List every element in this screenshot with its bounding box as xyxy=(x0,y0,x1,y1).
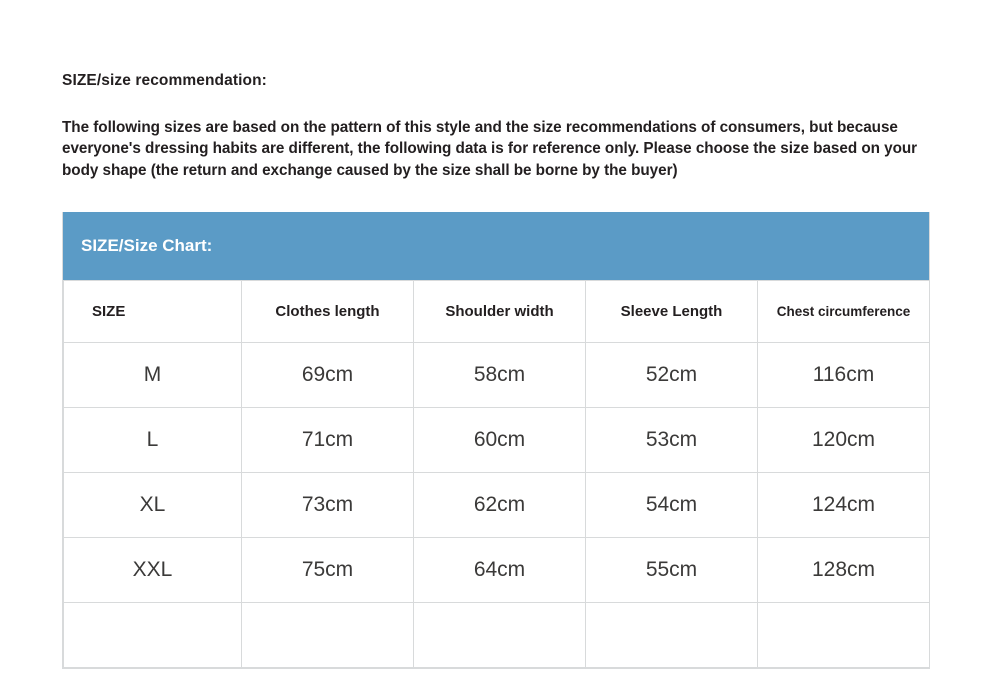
cell-shoulder-width: 60cm xyxy=(414,407,586,472)
cell-sleeve-length: 55cm xyxy=(586,537,758,602)
cell-sleeve-length xyxy=(586,602,758,667)
cell-sleeve-length: 54cm xyxy=(586,472,758,537)
cell-sleeve-length: 52cm xyxy=(586,342,758,407)
table-header-row xyxy=(64,280,930,342)
cell-size: L xyxy=(64,407,242,472)
column-header-size: SIZE xyxy=(64,280,242,342)
column-header-chest-circumference: Chest circumference xyxy=(758,280,930,342)
page-title: SIZE/size recommendation: xyxy=(62,72,267,89)
cell-sleeve-length: 53cm xyxy=(586,407,758,472)
table-header xyxy=(64,280,930,342)
table-body xyxy=(64,342,930,667)
cell-size: XXL xyxy=(64,537,242,602)
cell-shoulder-width: 58cm xyxy=(414,342,586,407)
size-chart-table xyxy=(63,280,930,668)
cell-shoulder-width: 64cm xyxy=(414,537,586,602)
cell-chest-circumference xyxy=(758,602,930,667)
cell-chest-circumference: 120cm xyxy=(758,407,930,472)
cell-shoulder-width: 62cm xyxy=(414,472,586,537)
cell-clothes-length: 75cm xyxy=(242,537,414,602)
table-row xyxy=(64,407,930,472)
table-row xyxy=(64,472,930,537)
size-chart-title: SIZE/Size Chart: xyxy=(63,212,929,280)
column-header-shoulder-width: Shoulder width xyxy=(414,280,586,342)
cell-clothes-length: 73cm xyxy=(242,472,414,537)
table-row xyxy=(64,537,930,602)
cell-size: XL xyxy=(64,472,242,537)
cell-clothes-length xyxy=(242,602,414,667)
cell-chest-circumference: 116cm xyxy=(758,342,930,407)
cell-clothes-length: 71cm xyxy=(242,407,414,472)
cell-size: M xyxy=(64,342,242,407)
column-header-sleeve-length: Sleeve Length xyxy=(586,280,758,342)
column-header-clothes-length: Clothes length xyxy=(242,280,414,342)
table-row xyxy=(64,602,930,667)
size-recommendation-note: The following sizes are based on the pattern of this style and the size recommendations of consumers, but because everyone's dressing habits are different, the following data is for reference only. Please choose the size based on your body shape (the return and exchange caused by the size shall be borne by the buyer) xyxy=(62,118,918,180)
cell-chest-circumference: 124cm xyxy=(758,472,930,537)
size-chart-container xyxy=(62,212,930,669)
cell-shoulder-width xyxy=(414,602,586,667)
cell-clothes-length: 69cm xyxy=(242,342,414,407)
cell-chest-circumference: 128cm xyxy=(758,537,930,602)
table-row xyxy=(64,342,930,407)
cell-size xyxy=(64,602,242,667)
